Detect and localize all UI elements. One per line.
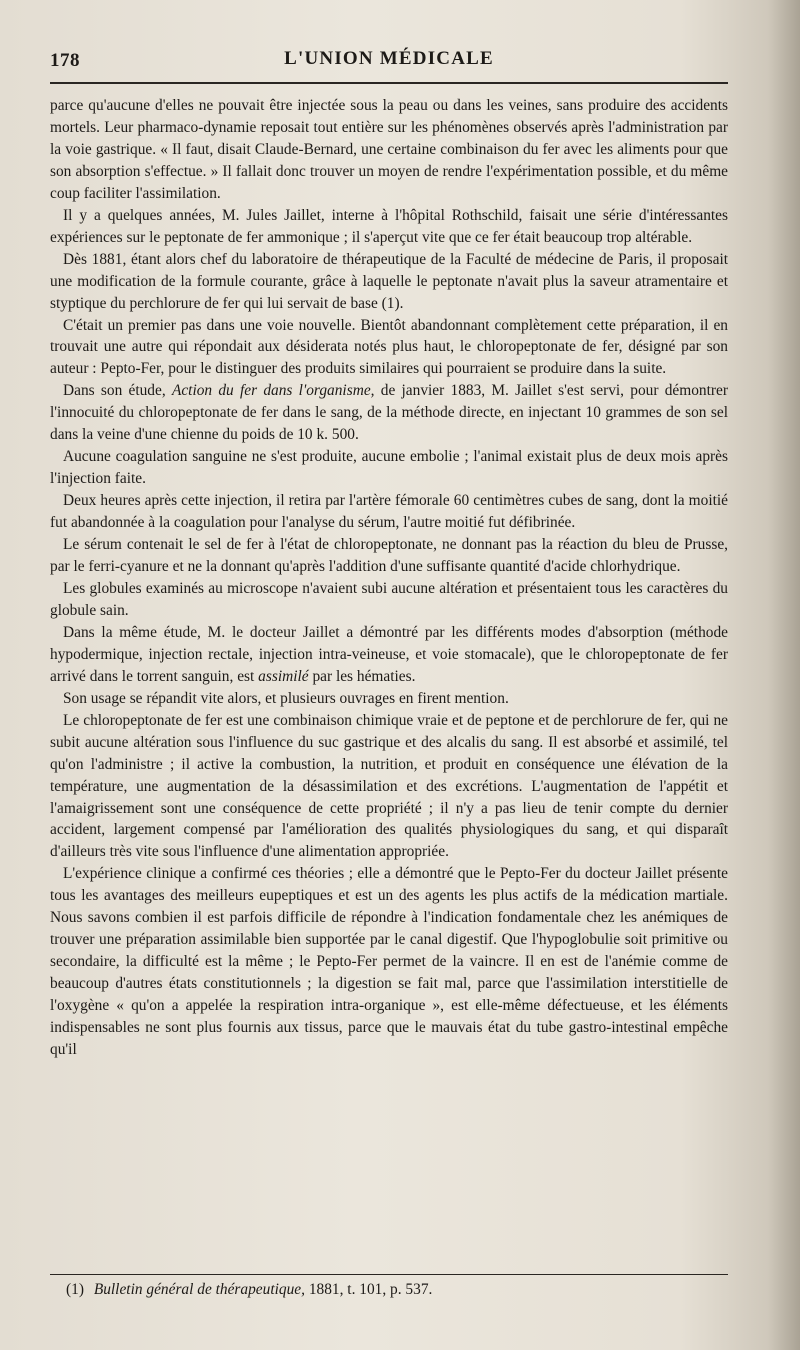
paragraph (50, 622, 728, 688)
italic-text: assimilé (258, 667, 309, 685)
footnote-detail: 1881, t. 101, p. 537. (308, 1281, 433, 1298)
text-run: par les hématies. (308, 667, 416, 685)
text-run: Les globules examinés au microscope n'avaient subi aucune altération et présentaient tous les caractères du globule sain. (50, 579, 728, 619)
text-run: Il y a quelques années, M. Jules Jaillet, interne à l'hôpital Rothschild, faisait une série d'intéressantes expériences sur le peptonate de fer ammonique ; il s'aperçut vite que ce fer était beaucoup trop altérable. (50, 206, 728, 246)
paragraph (50, 688, 728, 710)
paragraph (50, 534, 728, 578)
text-run: L'expérience clinique a confirmé ces théories ; elle a démontré que le Pepto-Fer du docteur Jaillet présente tous les avantages des meilleurs eupeptiques et est un des agents les plus actifs de la médication martiale. Nous savons combien il est parfois difficile de répondre à l'indication fondamentale chez les anémiques de trouver une préparation assimilable bien supportée par le canal digestif. Que l'hypoglobulie soit primitive ou secondaire, la difficulté est la même ; le Pepto-Fer permet de la vaincre. Il en est de l'anémie comme de beaucoup d'autres états constitutionnels ; la digestion se fait mal, parce que l'assimilation interstitielle de l'oxygène « qu'on a appelée la respiration intra-organique », est elle-même défectueuse, et les éléments indispensables ne sont plus fournis aux tissus, parce que le mauvais état du tube gastro-intestinal empêche qu'il (50, 865, 728, 1058)
footnote-rule (50, 1274, 728, 1275)
text-run: Deux heures après cette injection, il retira par l'artère fémorale 60 centimètres cubes de sang, dont la moitié fut abandonnée à la coagulation pour l'analyse du sérum, l'autre moitié fut défibrinée. (50, 492, 728, 532)
paragraph (50, 578, 728, 622)
paragraph (50, 710, 728, 864)
footnote-marker: (1) (66, 1281, 84, 1298)
italic-text: Action du fer dans l'organisme, (171, 382, 375, 400)
paragraph (50, 446, 728, 490)
paragraph (50, 205, 728, 249)
text-run: de janvier 1883, M. Jaillet s'est servi, pour démontrer l'innocuité du chloropeptonate de fer dans le sang, de la méthode directe, en injectant 10 grammes de son sel dans la veine d'une chienne du poids de 10 k. 500. (50, 382, 728, 444)
text-run: Dans son étude, (63, 382, 172, 400)
text-run: Son usage se répandit vite alors, et plusieurs ouvrages en firent mention. (63, 689, 509, 707)
paragraph (50, 863, 728, 1061)
text-run: Le sérum contenait le sel de fer à l'état de chloropeptonate, ne donnant pas la réaction du bleu de Prusse, par le ferri-cyanure et ne la donnant qu'après l'addition d'une suffisante quantité d'acide chlorhydrique. (50, 536, 728, 576)
paragraph (50, 380, 728, 446)
text-run: C'était un premier pas dans une voie nouvelle. Bientôt abandonnant complètement cette préparation, il en trouvait une autre qui répondait aux désiderata notés plus haut, le chloropeptonate de fer, désigné par son auteur : Pepto-Fer, pour le distinguer des produits similaires qui pourraient se produire dans la suite. (50, 316, 728, 378)
paragraph (50, 249, 728, 315)
text-run: Dans la même étude, M. le docteur Jaillet a démontré par les différents modes d'absorption (méthode hypodermique, injection rectale, injection intra-veineuse, et voie stomacale), que le chloropeptonate de fer arrivé dans le torrent sanguin, est (50, 623, 728, 685)
paragraph (50, 95, 728, 205)
footnote-source: Bulletin général de thérapeutique, (93, 1281, 305, 1298)
text-run: Aucune coagulation sanguine ne s'est produite, aucune embolie ; l'animal existait plus de deux mois après l'injection faite. (50, 448, 728, 488)
page-number: 178 (50, 50, 80, 71)
paragraph (50, 315, 728, 381)
paragraph (50, 490, 728, 534)
body-text (50, 95, 728, 1061)
footnote (66, 1280, 726, 1300)
journal-title: L'UNION MÉDICALE (284, 48, 494, 69)
text-run: parce qu'aucune d'elles ne pouvait être injectée sous la peau ou dans les veines, sans produire des accidents mortels. Leur pharmaco-dynamie reposait tout entière sur les phénomènes observés après l'administration par la voie gastrique. « Il faut, disait Claude-Bernard, une certaine combinaison du fer avec les aliments pour que son absorption s'effectue. » Il fallait donc trouver un moyen de rendre l'expérimentation possible, et du même coup faciliter l'assimilation. (50, 97, 728, 202)
running-header (50, 46, 728, 76)
text-run: Le chloropeptonate de fer est une combinaison chimique vraie et de peptone et de perchlorure de fer, qui ne subit aucune altération sous l'influence du suc gastrique et des alcalis du sang. Il est absorbé et assimilé, tel qu'on l'administre ; il active la combustion, la nutrition, et produit en conséquence une élévation de la température, une augmentation de la désassimilation et des excrétions. L'augmentation de l'appétit et l'amaigrissement sont une conséquence de cette propriété ; il n'y a pas lieu de tenir compte du dernier accident, largement compensé par l'amélioration des qualités physiologiques du sang, et qui disparaît d'ailleurs très vite sous l'influence d'une alimentation appropriée. (50, 711, 728, 861)
header-rule (50, 82, 728, 84)
text-run: Dès 1881, étant alors chef du laboratoire de thérapeutique de la Faculté de médecine de Paris, il proposait une modification de la formule courante, grâce à laquelle le peptonate n'avait plus la saveur atramentaire et styptique du perchlorure de fer qui lui servait de base (1). (50, 250, 728, 312)
